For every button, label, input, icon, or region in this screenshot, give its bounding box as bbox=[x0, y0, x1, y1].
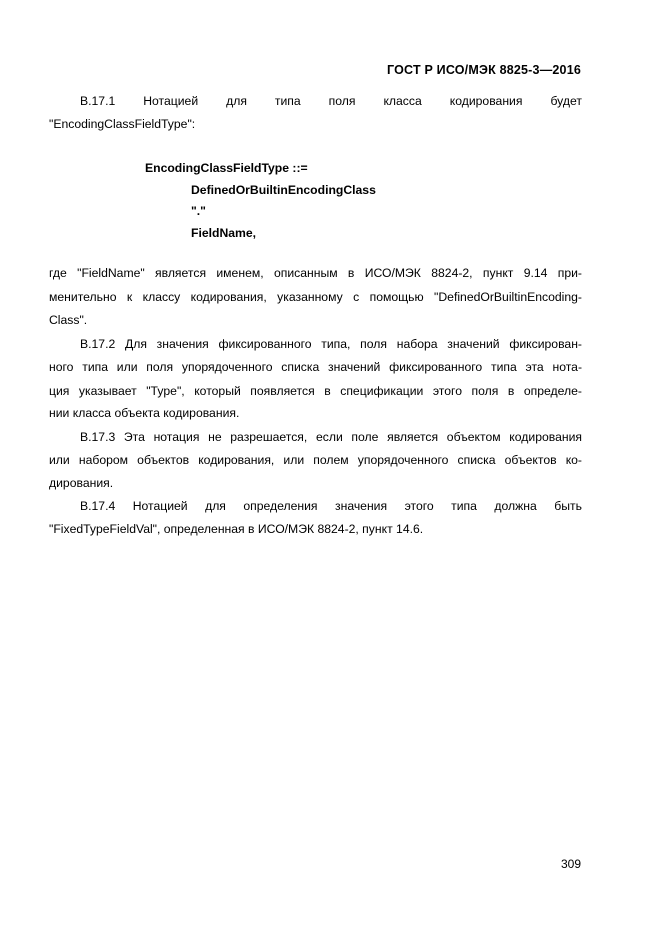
word: должна bbox=[494, 499, 537, 513]
word: быть bbox=[554, 499, 582, 513]
notation-line-4: FieldName, bbox=[191, 226, 257, 240]
word: типа bbox=[451, 499, 477, 513]
word: поля bbox=[328, 94, 356, 108]
word: этого bbox=[404, 499, 434, 513]
word: кодирования bbox=[449, 94, 523, 108]
paragraph-b17-2-line-1: B.17.2 Для значения фиксированного типа, поля набора значений фиксирован- bbox=[80, 337, 582, 351]
paragraph-where-line-3: Class". bbox=[49, 313, 88, 327]
word: значения bbox=[335, 499, 388, 513]
paragraph-b17-3-line-1: B.17.3 Эта нотация не разрешается, если поле является объектом кодирования bbox=[80, 430, 582, 444]
paragraph-b17-1-line-2: "EncodingClassFieldType": bbox=[49, 117, 196, 131]
word: B.17.1 bbox=[80, 94, 116, 108]
word: типа bbox=[274, 94, 301, 108]
document-header: ГОСТ Р ИСО/МЭК 8825-3—2016 bbox=[386, 63, 581, 77]
word: определения bbox=[243, 499, 318, 513]
paragraph-b17-2-line-2: ного типа или поля упорядоченного списка значений фиксированного типа эта нота- bbox=[49, 360, 582, 374]
notation-line-3: "." bbox=[191, 204, 206, 218]
paragraph-b17-4-line-1 bbox=[80, 495, 582, 518]
paragraph-b17-3-line-2: или набором объектов кодирования, или полем упорядоченного списка объектов ко- bbox=[49, 453, 582, 467]
notation-line-1: EncodingClassFieldType ::= bbox=[145, 161, 308, 175]
word: для bbox=[226, 94, 247, 108]
paragraph-b17-3-line-3: дирования. bbox=[49, 476, 114, 490]
paragraph-b17-4-line-2: "FixedTypeFieldVal", определенная в ИСО/МЭК 8824-2, пункт 14.6. bbox=[49, 522, 424, 536]
word: класса bbox=[383, 94, 422, 108]
word: Нотацией bbox=[143, 94, 199, 108]
word: будет bbox=[550, 94, 582, 108]
word: Нотацией bbox=[132, 499, 188, 513]
notation-line-2: DefinedOrBuiltinEncodingClass bbox=[191, 183, 376, 197]
page-number: 309 bbox=[560, 857, 581, 871]
paragraph-where-line-2: менительно к классу кодирования, указанному с помощью "DefinedOrBuiltinEncoding- bbox=[49, 290, 582, 304]
paragraph-b17-2-line-4: нии класса объекта кодирования. bbox=[49, 406, 240, 420]
paragraph-b17-1-line-1 bbox=[80, 90, 582, 113]
word: B.17.4 bbox=[80, 499, 116, 513]
paragraph-where-line-1: где "FieldName" является именем, описанным в ИСО/МЭК 8824-2, пункт 9.14 при- bbox=[49, 266, 582, 280]
paragraph-b17-2-line-3: ция указывает "Type", который появляется в спецификации этого поля в определе- bbox=[49, 384, 582, 398]
word: для bbox=[205, 499, 226, 513]
